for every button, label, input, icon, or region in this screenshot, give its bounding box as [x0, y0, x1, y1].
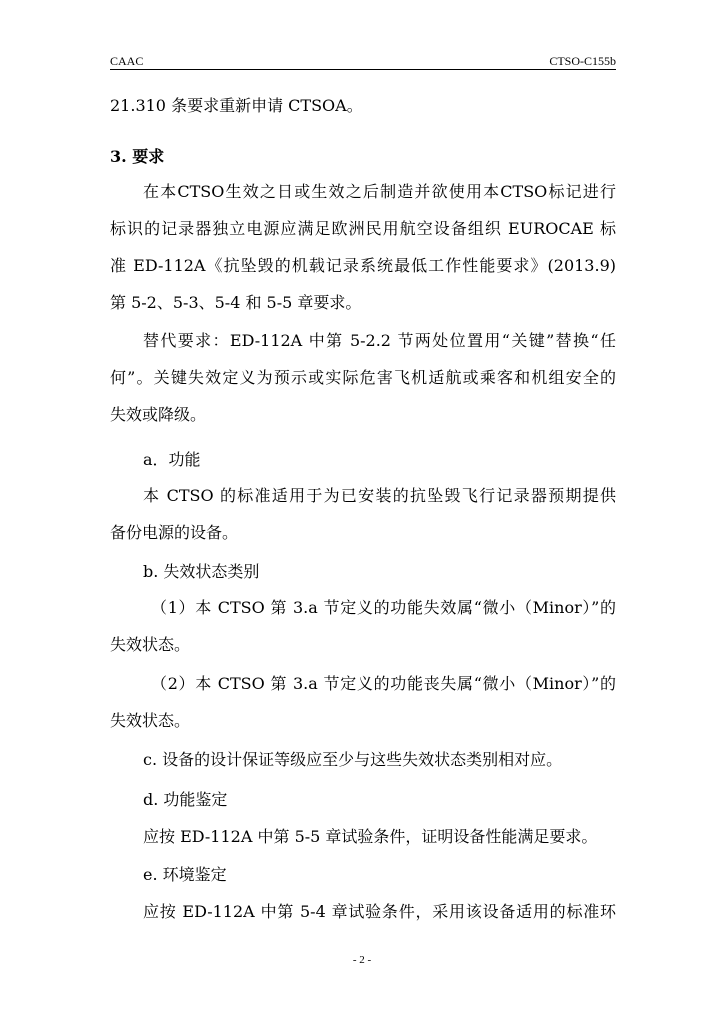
text-line: 失效状态。 [110, 711, 191, 730]
text-line: 备份电源的设备。 [110, 523, 239, 542]
text-line: 第 5-2、5-3、5-4 和 5-5 章要求。 [110, 293, 362, 312]
text-line: 本 CTSO 的标准适用于为已安装的抗坠毁飞行记录器预期提供 [143, 486, 616, 505]
text-line: c. 设备的设计保证等级应至少与这些失效状态类别相对应。 [143, 750, 563, 769]
text-line: 失效状态。 [110, 635, 191, 654]
text-line: （1）本 CTSO 第 3.a 节定义的功能失效属“微小（Minor）”的 [151, 598, 616, 617]
header-rule [110, 69, 616, 70]
header-left: CAAC [110, 54, 144, 68]
section-heading: 3. 要求 [110, 147, 165, 166]
text-line: 替代要求：ED-112A 中第 5-2.2 节两处位置用“关键”替换“任 [143, 331, 616, 350]
text-line: 何”。关键失效定义为预示或实际危害飞机适航或乘客和机组安全的 [110, 368, 616, 387]
text-line: 应按 ED-112A 中第 5-5 章试验条件，证明设备性能满足要求。 [143, 827, 598, 846]
text-line: 失效或降级。 [110, 405, 207, 424]
text-line: 准 ED-112A《抗坠毁的机载记录系统最低工作性能要求》(2013.9) [110, 256, 616, 275]
page-number: - 2 - [352, 954, 372, 966]
text-line: （2）本 CTSO 第 3.a 节定义的功能丧失属“微小（Minor）”的 [151, 674, 616, 693]
header-right: CTSO-C155b [549, 54, 616, 68]
subsection-heading: b. 失效状态类别 [143, 562, 260, 581]
text-line: 21.310 条要求重新申请 CTSOA。 [110, 96, 363, 115]
subsection-heading: a．功能 [143, 450, 201, 469]
text-line: 标识的记录器独立电源应满足欧洲民用航空设备组织 EUROCAE 标 [110, 219, 616, 238]
subsection-heading: e. 环境鉴定 [143, 865, 227, 884]
text-line: 应按 ED-112A 中第 5-4 章试验条件，采用该设备适用的标准环 [143, 902, 616, 921]
text-line: 在本CTSO生效之日或生效之后制造并欲使用本CTSO标记进行 [143, 182, 616, 201]
subsection-heading: d. 功能鉴定 [143, 790, 228, 809]
